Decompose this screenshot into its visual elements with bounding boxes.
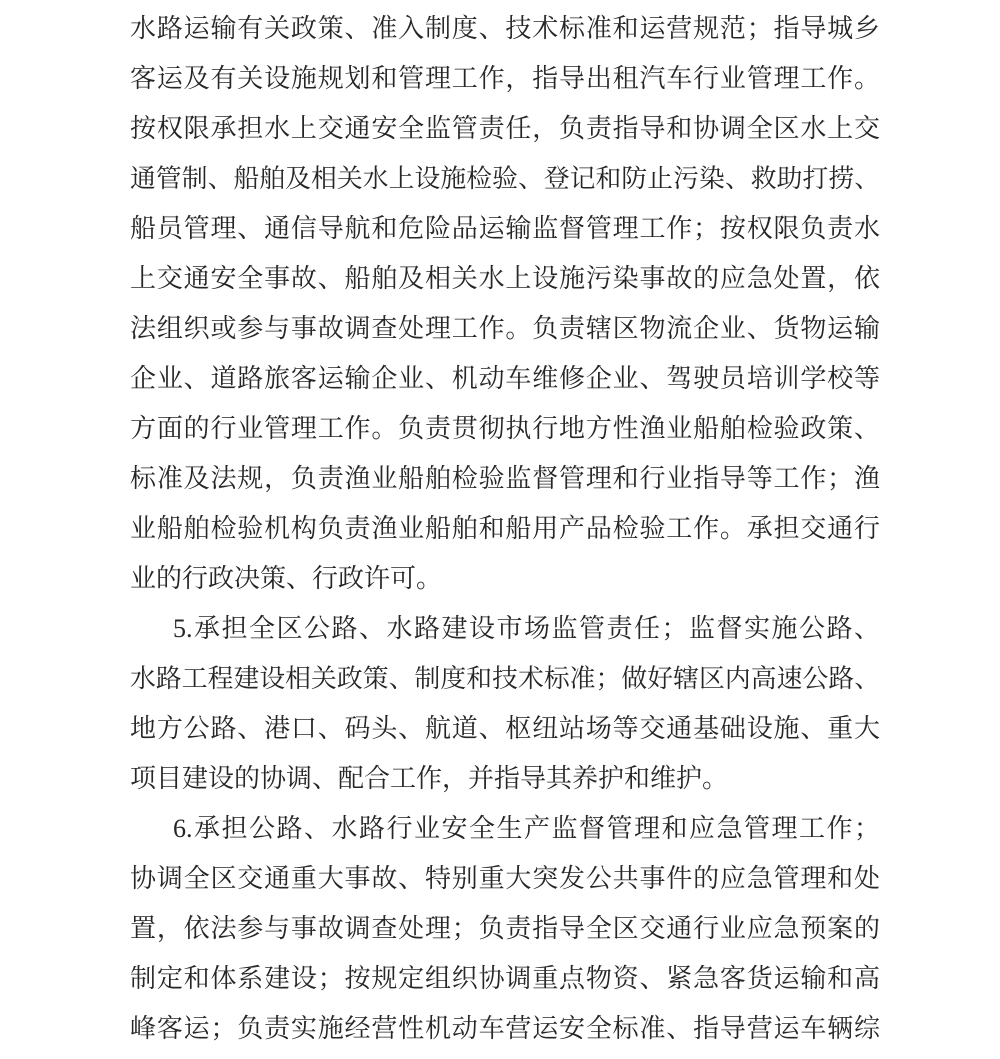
paragraph-5-first-line: 5.承担全区公路、水路建设市场监管责任；监督实施公路、 [173,614,880,643]
paragraph-6-first-line: 6.承担公路、水路行业安全生产监督管理和应急管理工作； [173,814,880,843]
text-line: 项目建设的协调、配合工作，并指导其养护和维护。 [130,764,729,793]
text-line: 企业、道路旅客运输企业、机动车维修企业、驾驶员培训学校等 [130,364,880,393]
text-line: 峰客运；负责实施经营性机动车营运安全标准、指导营运车辆综 [130,1014,880,1043]
text-line: 船员管理、通信导航和危险品运输监督管理工作；按权限负责水 [130,214,880,243]
text-line: 标准及法规，负责渔业船舶检验监督管理和行业指导等工作；渔 [130,464,880,493]
text-line: 通管制、船舶及相关水上设施检验、登记和防止污染、救助打捞、 [130,164,880,193]
text-line: 置，依法参与事故调查处理；负责指导全区交通行业应急预案的 [130,914,880,943]
text-line: 客运及有关设施规划和管理工作，指导出租汽车行业管理工作。 [130,64,880,93]
text-line: 业船舶检验机构负责渔业船舶和船用产品检验工作。承担交通行 [130,514,880,543]
text-line: 制定和体系建设；按规定组织协调重点物资、紧急客货运输和高 [130,964,880,993]
text-line: 上交通安全事故、船舶及相关水上设施污染事故的应急处置，依 [130,264,880,293]
text-line: 协调全区交通重大事故、特别重大突发公共事件的应急管理和处 [130,864,880,893]
text-line: 水路运输有关政策、准入制度、技术标准和运营规范；指导城乡 [130,14,880,43]
text-line: 地方公路、港口、码头、航道、枢纽站场等交通基础设施、重大 [130,714,880,743]
text-line: 法组织或参与事故调查处理工作。负责辖区物流企业、货物运输 [130,314,880,343]
text-line: 按权限承担水上交通安全监管责任，负责指导和协调全区水上交 [130,114,880,143]
text-line: 方面的行业管理工作。负责贯彻执行地方性渔业船舶检验政策、 [130,414,880,443]
text-line: 业的行政决策、行政许可。 [130,564,443,593]
text-line: 水路工程建设相关政策、制度和技术标准；做好辖区内高速公路、 [130,664,880,693]
